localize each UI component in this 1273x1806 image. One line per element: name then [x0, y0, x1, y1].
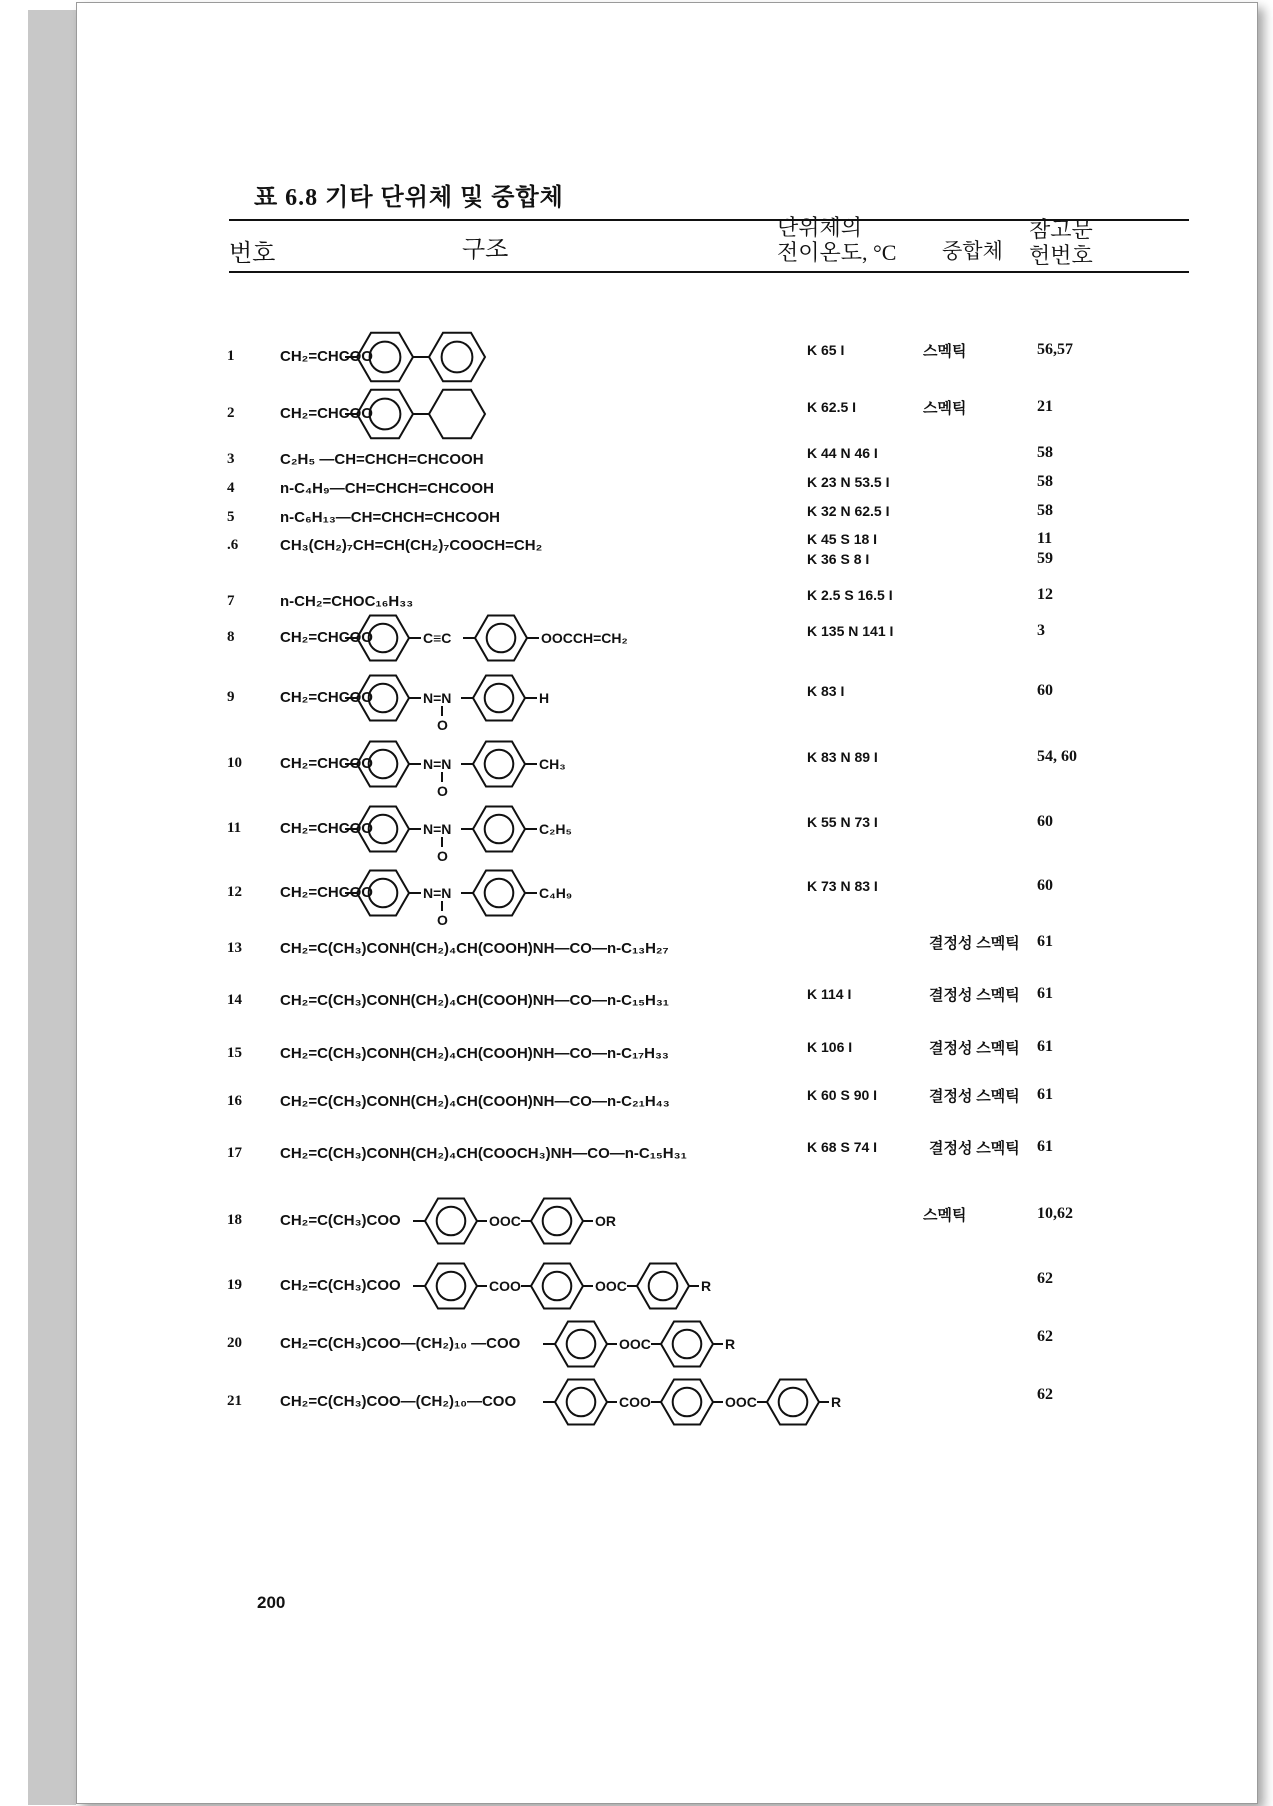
structure-formula: CH₂=CHCOO: [280, 629, 373, 646]
reference-number: 58: [1037, 502, 1053, 519]
transition-temperature: K 60 S 90 I: [807, 1087, 878, 1103]
benzene-ring-icon: [357, 742, 409, 787]
row-number: 12: [227, 884, 242, 900]
structure-formula: CH₂=CHCOO: [280, 820, 373, 837]
azo-group-label: N=N: [423, 885, 452, 901]
structure-formula: CH₂=C(CH₃)COO—(CH₂)₁₀—COO: [280, 1393, 517, 1410]
azo-group-label: N=N: [423, 756, 452, 772]
structure-formula: CH₂=C(CH₃)COO: [280, 1212, 401, 1229]
table-row: [77, 1038, 1257, 1083]
header-polymer: 중합체: [942, 239, 1003, 263]
transition-temperature: K 62.5 I: [807, 399, 857, 415]
row-number: 16: [227, 1093, 242, 1109]
reference-number: 58: [1037, 444, 1053, 461]
table-row: [77, 530, 1257, 575]
reference-number: 11 59: [1037, 530, 1053, 567]
structure-formula: CH₂=CHCOO: [280, 348, 373, 365]
reference-number: 61: [1037, 933, 1053, 950]
structure-diagram: [345, 744, 675, 804]
row-number: 13: [227, 940, 242, 956]
benzene-ring-icon: [555, 1380, 607, 1425]
page-number: 200: [257, 1593, 286, 1612]
benzene-ring-icon: [357, 390, 413, 438]
header-bottom-rule: [229, 271, 1189, 273]
benzene-ring-icon: [555, 1322, 607, 1367]
substituent-label: OR: [595, 1213, 616, 1229]
structure-diagram: [345, 678, 675, 738]
table-row: [77, 985, 1257, 1030]
transition-temperature: K 2.5 S 16.5 I: [807, 587, 893, 603]
row-number: 3: [227, 451, 235, 467]
transition-temperature: K 135 N 141 I: [807, 623, 894, 639]
structure-diagram: [345, 618, 675, 678]
polymer-phase: 결정성 스멕틱: [929, 1041, 1020, 1057]
azoxy-oxygen-label: O: [437, 848, 448, 864]
header-transition-line2: 전이온도, °C: [777, 240, 897, 265]
ester-link-label: COO: [489, 1278, 521, 1294]
structure-formula: CH₂=CHCOO: [280, 755, 373, 772]
reference-number: 56,57: [1037, 341, 1073, 358]
reference-number: 54, 60: [1037, 748, 1077, 765]
substituent-label: CH₃: [539, 756, 566, 772]
table-row: [77, 622, 1257, 667]
row-number: 8: [227, 629, 235, 645]
row-number: 19: [227, 1277, 242, 1293]
reference-number: 10,62: [1037, 1205, 1073, 1222]
reference-number: 60: [1037, 813, 1053, 830]
structure-formula: n-C₆H₁₃—CH=CHCH=CHCOOH: [280, 509, 500, 526]
reference-number: 62: [1037, 1328, 1053, 1345]
reference-number: 61: [1037, 1038, 1053, 1055]
structure-formula: CH₂=C(CH₃)CONH(CH₂)₄CH(COOH)NH—CO—n-C₁₅H₃₁: [280, 992, 670, 1009]
azoxy-oxygen-label: O: [437, 717, 448, 733]
row-number: .6: [227, 537, 239, 553]
row-number: 5: [227, 509, 235, 525]
row-number: 9: [227, 689, 235, 705]
benzene-ring-icon: [473, 871, 525, 916]
structure-diagram: [413, 1266, 743, 1326]
benzene-ring-icon: [425, 1199, 477, 1244]
substituent-label: C₄H₉: [539, 885, 573, 901]
row-number: 7: [227, 593, 235, 609]
reference-number: 61: [1037, 985, 1053, 1002]
row-number: 1: [227, 348, 235, 364]
benzene-ring-icon: [357, 676, 409, 721]
table-row: [77, 1086, 1257, 1131]
header-no: 번호: [229, 241, 276, 267]
table-title: 표 6.8 기타 단위체 및 중합체: [254, 185, 564, 211]
azo-group-label: N=N: [423, 690, 452, 706]
benzene-ring-icon: [357, 616, 409, 661]
transition-temperature: K 32 N 62.5 I: [807, 503, 890, 519]
structure-formula: CH₂=CHCOO: [280, 689, 373, 706]
benzene-ring-icon: [429, 333, 485, 381]
table-row: [77, 1328, 1257, 1373]
substituent-label: C₂H₅: [539, 821, 572, 837]
transition-temperature: K 44 N 46 I: [807, 445, 878, 461]
structure-diagram: [413, 1201, 743, 1261]
azoxy-oxygen-label: O: [437, 783, 448, 799]
ester-link-label: OOC: [725, 1394, 757, 1410]
structure-diagram: [345, 394, 675, 454]
row-number: 4: [227, 480, 235, 496]
polymer-phase: 결정성 스멕틱: [929, 1141, 1020, 1157]
benzene-ring-icon: [473, 807, 525, 852]
header-ref-line1: 참고문: [1029, 217, 1093, 242]
ester-link-label: COO: [619, 1394, 651, 1410]
table-row: [77, 1270, 1257, 1315]
ester-link-label: OOC: [595, 1278, 627, 1294]
ester-link-label: OOC: [619, 1336, 651, 1352]
row-number: 20: [227, 1335, 242, 1351]
table-row: [77, 1205, 1257, 1250]
structure-formula: CH₂=CHCOO: [280, 405, 373, 422]
table-row: [77, 813, 1257, 864]
table-row: [77, 398, 1257, 443]
structure-formula: CH₃(CH₂)₇CH=CH(CH₂)₇COOCH=CH₂: [280, 537, 543, 554]
structure-formula: C₂H₅ —CH=CHCH=CHCOOH: [280, 451, 484, 468]
row-number: 2: [227, 405, 235, 421]
azo-group-label: N=N: [423, 821, 452, 837]
header-transition: [777, 215, 896, 265]
structure-formula: CH₂=CHCOO: [280, 884, 373, 901]
transition-temperature: K 23 N 53.5 I: [807, 474, 890, 490]
book-spine-edge: [28, 10, 76, 1805]
structure-diagram: [543, 1324, 873, 1384]
benzene-ring-icon: [357, 807, 409, 852]
transition-temperature: K 114 I: [807, 986, 852, 1002]
substituent-label: R: [725, 1336, 736, 1352]
substituent-label: H: [539, 690, 550, 706]
row-number: 17: [227, 1145, 242, 1161]
structure-formula: CH₂=C(CH₃)CONH(CH₂)₄CH(COOH)NH—CO—n-C₂₁H₄₃: [280, 1093, 670, 1110]
structure-diagram: [543, 1382, 873, 1442]
acrylate-tail-label: OOCCH=CH₂: [541, 630, 628, 646]
benzene-ring-icon: [661, 1380, 713, 1425]
structure-formula: CH₂=C(CH₃)CONH(CH₂)₄CH(COOCH₃)NH—CO—n-C₁₅H₃₁: [280, 1145, 687, 1162]
transition-temperature: K 55 N 73 I: [807, 814, 878, 830]
reference-number: 61: [1037, 1086, 1053, 1103]
reference-number: 12: [1037, 586, 1053, 603]
reference-number: 58: [1037, 473, 1053, 490]
transition-temperature: K 65 I: [807, 342, 845, 358]
table-row: [77, 1386, 1257, 1431]
row-number: 10: [227, 755, 242, 771]
header-ref: [1029, 217, 1093, 269]
structure-formula: CH₂=C(CH₃)COO: [280, 1277, 401, 1294]
structure-diagram: [345, 873, 675, 933]
structure-diagram: [345, 809, 675, 869]
structure-formula: CH₂=C(CH₃)CONH(CH₂)₄CH(COOH)NH—CO—n-C₁₃H₂₇: [280, 940, 669, 957]
benzene-ring-icon: [357, 333, 413, 381]
benzene-ring-icon: [473, 676, 525, 721]
polymer-phase: 결정성 스멕틱: [929, 1089, 1020, 1105]
row-number: 18: [227, 1212, 242, 1228]
polymer-phase: 스멕틱: [923, 344, 967, 360]
header-structure: 구조: [462, 237, 509, 263]
table-row: [77, 748, 1257, 799]
triple-bond-label: C≡C: [423, 630, 452, 646]
reference-number: 60: [1037, 877, 1053, 894]
structure-formula: CH₂=C(CH₃)COO—(CH₂)₁₀ —COO: [280, 1335, 521, 1352]
benzene-ring-icon: [531, 1199, 583, 1244]
reference-number: 3: [1037, 622, 1045, 639]
header-transition-line1: 단위체의: [777, 215, 863, 240]
reference-number: 60: [1037, 682, 1053, 699]
polymer-phase: 스멕틱: [923, 401, 967, 417]
row-number: 15: [227, 1045, 242, 1061]
header-ref-line2: 헌번호: [1029, 243, 1093, 268]
book-page: [76, 2, 1258, 1804]
structure-formula: CH₂=C(CH₃)CONH(CH₂)₄CH(COOH)NH—CO—n-C₁₇H₃₃: [280, 1045, 669, 1062]
table-row: [77, 1138, 1257, 1183]
reference-number: 61: [1037, 1138, 1053, 1155]
polymer-phase: 스멕틱: [923, 1208, 967, 1224]
azoxy-oxygen-label: O: [437, 912, 448, 928]
row-number: 14: [227, 992, 242, 1008]
benzene-ring-icon: [767, 1380, 819, 1425]
benzene-ring-icon: [473, 742, 525, 787]
polymer-phase: 결정성 스멕틱: [929, 988, 1020, 1004]
transition-temperature: K 68 S 74 I: [807, 1139, 878, 1155]
benzene-ring-icon: [425, 1264, 477, 1309]
reference-number: 21: [1037, 398, 1053, 415]
transition-temperature: K 106 I: [807, 1039, 853, 1055]
row-number: 11: [227, 820, 242, 836]
table-row: [77, 341, 1257, 386]
transition-temperature: K 83 N 89 I: [807, 749, 878, 765]
transition-temperature: K 83 I: [807, 683, 845, 699]
structure-formula: n-CH₂=CHOC₁₆H₃₃: [280, 593, 414, 610]
table-row: [77, 933, 1257, 978]
table-row: [77, 877, 1257, 928]
substituent-label: R: [831, 1394, 842, 1410]
table-row: [77, 682, 1257, 733]
transition-temperature: K 45 S 18 I K 36 S 8 I: [807, 531, 878, 567]
benzene-ring-icon: [637, 1264, 689, 1309]
benzene-ring-icon: [475, 616, 527, 661]
benzene-ring-icon: [531, 1264, 583, 1309]
polymer-phase: 결정성 스멕틱: [929, 936, 1020, 952]
transition-temperature: K 73 N 83 I: [807, 878, 878, 894]
reference-number: 62: [1037, 1270, 1053, 1287]
reference-number: 62: [1037, 1386, 1053, 1403]
structure-formula: n-C₄H₉—CH=CHCH=CHCOOH: [280, 480, 494, 497]
cyclohexane-ring-icon: [429, 390, 485, 438]
benzene-ring-icon: [357, 871, 409, 916]
structure-diagram: [345, 337, 675, 397]
row-number: 21: [227, 1393, 242, 1409]
benzene-ring-icon: [661, 1322, 713, 1367]
ester-link-label: OOC: [489, 1213, 521, 1229]
substituent-label: R: [701, 1278, 712, 1294]
